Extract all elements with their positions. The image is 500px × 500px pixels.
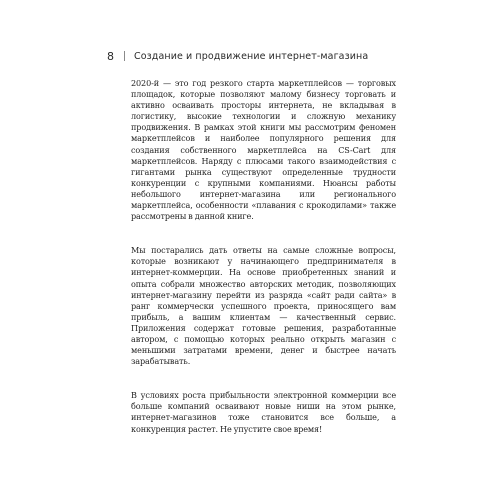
paragraph-1: 2020-й — это год резкого старта маркетплейсов — торговых площадок, которые позволяют малому бизнесу торговать и активно осваивать просторы интернета, не вкладывая в логистику, высокие технологии и сложную механику продвижения. В рамках этой книги мы рассмотрим феномен маркетплейсов и наиболее популярного решения для создания собственного маркетплейса на CS-Cart для маркетплейсов. Наряду с плюсами такого взаимодействия с гигантами рынка существуют определенные трудности конкуренции с крупными компаниями. Нюансы работы небольшого интернет-магазина или регионального маркетплейса, особенности «плавания с крокодилами» также рассмотрены в данной книге. (131, 78, 396, 222)
running-header (107, 49, 368, 63)
body-text (131, 78, 396, 435)
paragraph-2: Мы постарались дать ответы на самые сложные вопросы, которые возникают у начинающего предпринимателя в интернет-коммерции. На основе приобретенных знаний и опыта собрали множество авторских методик, позволяющих интернет-магазину перейти из разряда «сайт ради сайта» в ранг коммерчески успешного проекта, приносящего вам прибыль, а вашим клиентам — качественный сервис. Приложения содержат готовые решения, разработанные автором, с помощью которых реально открыть магазин с меньшими затратами времени, денег и быстрее начать зарабатывать. (131, 245, 396, 367)
page-number: 8 (107, 49, 114, 63)
header-divider (124, 51, 125, 61)
paragraph-3: В условиях роста прибыльности электронной коммерции все больше компаний осваивают новые ниши на этом рынке, интернет-магазинов тоже становится все больше, а конкуренция растет. Не упустите свое время! (131, 390, 396, 434)
running-header-title: Создание и продвижение интернет-магазина (134, 50, 369, 62)
